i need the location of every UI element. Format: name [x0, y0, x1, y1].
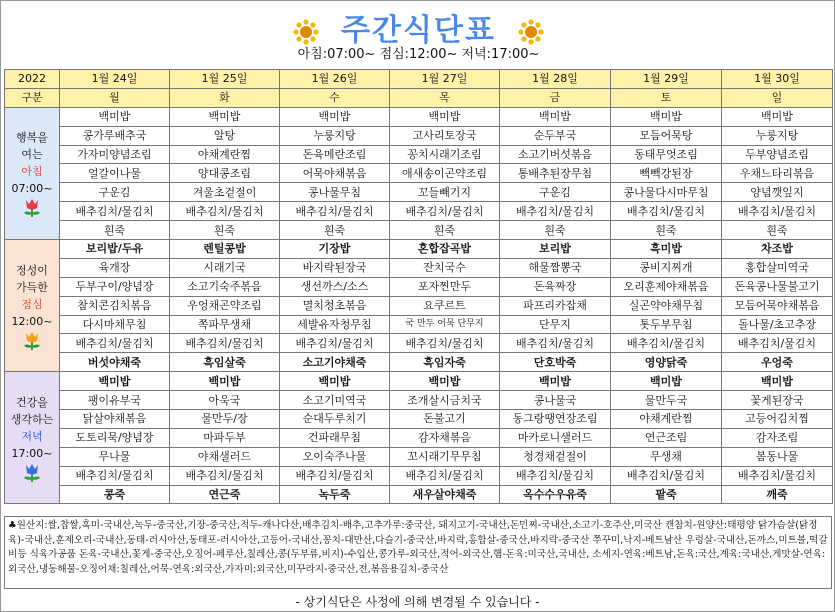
- menu-item: 파프리카잡채: [500, 296, 611, 315]
- footer-note: - 상기식단은 사정에 의해 변경될 수 있습니다 -: [295, 595, 540, 609]
- day-row: [5, 88, 833, 107]
- menu-item: 영양닭죽: [611, 353, 722, 372]
- menu-item: 모듬어묵탕: [611, 126, 722, 145]
- menu-item: 꼬시래기무무침: [390, 447, 500, 466]
- menu-item: 깨죽: [722, 485, 833, 504]
- label-line: 생각하는: [10, 412, 54, 426]
- day-cell: 수: [280, 88, 390, 107]
- menu-item: 도토리묵/양념장: [60, 428, 170, 447]
- menu-item: 시래기국: [170, 258, 280, 277]
- menu-item: 양념깻잎지: [722, 183, 833, 202]
- menu-item: 오이숙주나물: [280, 447, 390, 466]
- lunch-row: [5, 315, 833, 334]
- menu-item: 두부구이/양념장: [60, 277, 170, 296]
- day-cell: 목: [390, 88, 500, 107]
- lunch-row: [5, 334, 833, 353]
- menu-item: 버섯야채죽: [60, 353, 170, 372]
- gubun-cell: 구분: [5, 88, 60, 107]
- menu-item: 배추김치/물김치: [722, 202, 833, 221]
- menu-item: 꽁치시래기조림: [390, 145, 500, 164]
- menu-item: 혼합잡곡밥: [390, 240, 500, 259]
- lunch-label: [5, 240, 60, 372]
- year-cell: 2022: [5, 70, 60, 89]
- menu-item: 콩나물국: [500, 391, 611, 410]
- menu-item: 배추김치/물김치: [390, 202, 500, 221]
- menu-item: 알탕: [170, 126, 280, 145]
- flower-icon: [21, 464, 43, 482]
- menu-item: 백미밥: [60, 372, 170, 391]
- menu-item: 물만두국: [611, 391, 722, 410]
- menu-item: 두부양념조림: [722, 145, 833, 164]
- menu-item: 소고기버섯볶음: [500, 145, 611, 164]
- menu-item: 배추김치/물김치: [390, 334, 500, 353]
- menu-item: 구운김: [60, 183, 170, 202]
- menu-item: 참치콘김치볶음: [60, 296, 170, 315]
- menu-item: 아욱국: [170, 391, 280, 410]
- title-text: 주간식단표: [341, 13, 496, 48]
- menu-item: 우엉죽: [722, 353, 833, 372]
- menu-item: 흰죽: [60, 221, 170, 240]
- lunch-row: [5, 240, 833, 259]
- menu-table: [4, 69, 833, 504]
- menu-item: 보리밥/두유: [60, 240, 170, 259]
- menu-item: 흰죽: [722, 221, 833, 240]
- menu-item: 차조밥: [722, 240, 833, 259]
- dinner-row: [5, 428, 833, 447]
- menu-item: 야채계란찜: [611, 410, 722, 429]
- menu-item: 연근죽: [170, 485, 280, 504]
- menu-item: 배추김치/물김치: [611, 466, 722, 485]
- dinner-row: [5, 447, 833, 466]
- menu-item: 백미밥: [60, 107, 170, 126]
- menu-item: 쪽파무생채: [170, 315, 280, 334]
- menu-item: 잔치국수: [390, 258, 500, 277]
- menu-item: 꼬들빼기지: [390, 183, 500, 202]
- menu-item: 감자채볶음: [390, 428, 500, 447]
- day-cell: 금: [500, 88, 611, 107]
- breakfast-row: [5, 202, 833, 221]
- menu-item: 배추김치/물김치: [60, 334, 170, 353]
- label-line: 정성이: [16, 263, 48, 277]
- menu-item: 배추김치/물김치: [611, 202, 722, 221]
- menu-item: 요쿠르트: [390, 296, 500, 315]
- breakfast-row: [5, 126, 833, 145]
- breakfast-row: [5, 183, 833, 202]
- meal-time: 17:00~: [11, 446, 53, 460]
- breakfast-label: [5, 107, 60, 239]
- menu-item: 돈육콩나물불고기: [722, 277, 833, 296]
- menu-item: 모듬어묵야채볶음: [722, 296, 833, 315]
- date-cell: 1월 24일: [60, 70, 170, 89]
- dinner-row: [5, 466, 833, 485]
- menu-item: 돈불고기: [390, 410, 500, 429]
- menu-item: 우채느타리볶음: [722, 164, 833, 183]
- menu-item: 순대두루치기: [280, 410, 390, 429]
- menu-item: 흑임살죽: [170, 353, 280, 372]
- date-cell: 1월 26일: [280, 70, 390, 89]
- day-cell: 일: [722, 88, 833, 107]
- menu-item: 돈육짜장: [500, 277, 611, 296]
- date-cell: 1월 29일: [611, 70, 722, 89]
- day-cell: 월: [60, 88, 170, 107]
- menu-item: 동그랑땡연장조림: [500, 410, 611, 429]
- menu-item: 빽빽강된장: [611, 164, 722, 183]
- menu-item: 흰죽: [500, 221, 611, 240]
- menu-item: 배추김치/물김치: [60, 466, 170, 485]
- menu-item: 콩가루배추국: [60, 126, 170, 145]
- menu-item: 배추김치/물김치: [390, 466, 500, 485]
- menu-item: 국 만두 어묵 단무지: [390, 315, 500, 334]
- menu-item: 콩비지찌개: [611, 258, 722, 277]
- breakfast-row: [5, 221, 833, 240]
- menu-item: 봄동나물: [722, 447, 833, 466]
- menu-item: 바지락된장국: [280, 258, 390, 277]
- meal-times: 아침:07:00~ 점심:12:00~ 저녁:17:00~: [297, 47, 540, 62]
- menu-item: 애새송이곤약조림: [390, 164, 500, 183]
- date-cell: 1월 27일: [390, 70, 500, 89]
- breakfast-row: [5, 107, 833, 126]
- menu-item: 배추김치/물김치: [170, 334, 280, 353]
- menu-item: 소고기미역국: [280, 391, 390, 410]
- menu-item: 배추김치/물김치: [280, 466, 390, 485]
- menu-item: 흑임자죽: [390, 353, 500, 372]
- menu-item: 순두부국: [500, 126, 611, 145]
- menu-item: 배추김치/물김치: [500, 334, 611, 353]
- menu-item: 무나물: [60, 447, 170, 466]
- menu-item: 단호박죽: [500, 353, 611, 372]
- menu-item: 소고기숙주볶음: [170, 277, 280, 296]
- flower-icon: [21, 332, 43, 350]
- menu-item: 렌틸콩밥: [170, 240, 280, 259]
- menu-item: 배추김치/물김치: [611, 334, 722, 353]
- meal-time: 12:00~: [11, 314, 53, 328]
- menu-item: 돈육메란조림: [280, 145, 390, 164]
- menu-item: 배추김치/물김치: [60, 202, 170, 221]
- menu-item: 백미밥: [500, 107, 611, 126]
- dinner-row: [5, 372, 833, 391]
- menu-item: 흰죽: [611, 221, 722, 240]
- menu-item: 녹두죽: [280, 485, 390, 504]
- menu-item: 다시마채무침: [60, 315, 170, 334]
- menu-item: 고등어김치찜: [722, 410, 833, 429]
- menu-item: 팽이유부국: [60, 391, 170, 410]
- menu-item: 배추김치/물김치: [280, 334, 390, 353]
- menu-item: 겨울초겉절이: [170, 183, 280, 202]
- menu-item: 해물짬뽕국: [500, 258, 611, 277]
- meal-time: 07:00~: [11, 182, 53, 196]
- menu-item: 배추김치/물김치: [722, 466, 833, 485]
- label-line: 여는: [21, 148, 43, 162]
- menu-item: 포자찐만두: [390, 277, 500, 296]
- lunch-row: [5, 277, 833, 296]
- menu-item: 백미밥: [170, 372, 280, 391]
- menu-item: 마파두부: [170, 428, 280, 447]
- label-line: 행복을: [16, 131, 48, 145]
- label-line: 가득한: [16, 280, 48, 294]
- meal-name: 아침: [21, 165, 43, 179]
- lunch-row: [5, 258, 833, 277]
- menu-item: 배추김치/물김치: [722, 334, 833, 353]
- lunch-row: [5, 296, 833, 315]
- menu-item: 콩나물다시마무침: [611, 183, 722, 202]
- menu-item: 생선까스/소스: [280, 277, 390, 296]
- menu-item: 배추김치/물김치: [280, 202, 390, 221]
- breakfast-row: [5, 145, 833, 164]
- origin-notes: ♣원산지:쌀,찹쌀,흑미-국내산,녹두-중국산,기장-중국산,적두-캐나다산,배추김치-배추,고추가루:중국산, 돼지고기-국내산,돈민찌-국내산,소고기-호주산,미국산 캔참치-원양산:태평양 닭가슴살(닭정육)-국내산,훈제오리-국내산,동태-러시아산,동태포-러시아산,고등어-국내산,꽁치-대만산,다슬기-중국산,바지락,홍합살-중국산,바지락-중국산 쭈꾸미,낙지-베트남산 우렁살-국내산,돈까스,미트볼,떡갈비등 식육가공품 돈육-국내산,꽃게-중국산,오징어-페루산,칠레산,콩(두부류,비지)-수입산,콩가루-외국산,적어-외국산,햄-돈육:미국산,국내산, 소세지-연육:베트남,돈육:국산,계육:국내산,게맛살-연육:외국산,냉동해물-오징어채:칠레산,어묵-연육:외국산,가자미:외국산,미꾸라지-중국산,전,볶음용김치-중국산: [4, 516, 832, 589]
- menu-item: 감자조림: [722, 428, 833, 447]
- menu-item: 콩나물무침: [280, 183, 390, 202]
- menu-item: 배추김치/물김치: [170, 202, 280, 221]
- menu-item: 백미밥: [722, 372, 833, 391]
- menu-item: 야채샐러드: [170, 447, 280, 466]
- menu-item: 백미밥: [611, 107, 722, 126]
- menu-item: 백미밥: [390, 372, 500, 391]
- menu-item: 닭살야채볶음: [60, 410, 170, 429]
- menu-item: 실곤약야채무침: [611, 296, 722, 315]
- menu-item: 흰죽: [390, 221, 500, 240]
- menu-item: 조개살시금치국: [390, 391, 500, 410]
- dinner-row: [5, 391, 833, 410]
- menu-item: 홍합살미역국: [722, 258, 833, 277]
- meal-name: 저녁: [21, 429, 43, 443]
- menu-item: 세발유자청무침: [280, 315, 390, 334]
- menu-item: 흰죽: [280, 221, 390, 240]
- menu-item: 기장밥: [280, 240, 390, 259]
- menu-item: 콩죽: [60, 485, 170, 504]
- menu-item: 백미밥: [611, 372, 722, 391]
- date-cell: 1월 28일: [500, 70, 611, 89]
- dinner-label: [5, 372, 60, 504]
- menu-item: 배추김치/물김치: [170, 466, 280, 485]
- menu-item: 연근조림: [611, 428, 722, 447]
- label-line: 건강을: [16, 395, 48, 409]
- breakfast-row: [5, 164, 833, 183]
- menu-item: 새우살야채죽: [390, 485, 500, 504]
- menu-item: 무생채: [611, 447, 722, 466]
- day-cell: 화: [170, 88, 280, 107]
- menu-item: 어묵야채볶음: [280, 164, 390, 183]
- menu-item: 백미밥: [280, 372, 390, 391]
- day-cell: 토: [611, 88, 722, 107]
- menu-item: 얼갈이나물: [60, 164, 170, 183]
- menu-item: 우엉채곤약조림: [170, 296, 280, 315]
- menu-item: 팥죽: [611, 485, 722, 504]
- menu-item: 배추김치/물김치: [500, 202, 611, 221]
- menu-item: 물만두/장: [170, 410, 280, 429]
- sun-flower-icon: [518, 19, 544, 45]
- menu-item: 야채계란찜: [170, 145, 280, 164]
- menu-item: 구운김: [500, 183, 611, 202]
- meal-name: 점심: [21, 297, 43, 311]
- menu-item: 청경채겉절이: [500, 447, 611, 466]
- menu-item: 백미밥: [170, 107, 280, 126]
- menu-item: 꽃게된장국: [722, 391, 833, 410]
- menu-item: 흰죽: [170, 221, 280, 240]
- menu-item: 톳두부무침: [611, 315, 722, 334]
- menu-item: 마카로니샐러드: [500, 428, 611, 447]
- menu-item: 백미밥: [390, 107, 500, 126]
- menu-item: 흑미밥: [611, 240, 722, 259]
- menu-item: 누룽지탕: [280, 126, 390, 145]
- sun-flower-icon: [293, 19, 319, 45]
- menu-item: 소고기야채죽: [280, 353, 390, 372]
- menu-item: 통배추된장무침: [500, 164, 611, 183]
- menu-item: 멸치청초볶음: [280, 296, 390, 315]
- menu-item: 백미밥: [722, 107, 833, 126]
- flower-icon: [21, 199, 43, 217]
- menu-item: 고사리토장국: [390, 126, 500, 145]
- menu-item: 백미밥: [280, 107, 390, 126]
- menu-item: 오리훈제야채볶음: [611, 277, 722, 296]
- menu-item: 배추김치/물김치: [500, 466, 611, 485]
- menu-item: 옥수수우유죽: [500, 485, 611, 504]
- menu-item: 동태무엇조림: [611, 145, 722, 164]
- menu-item: 육개장: [60, 258, 170, 277]
- header: [1, 1, 835, 69]
- menu-item: 백미밥: [500, 372, 611, 391]
- date-cell: 1월 30일: [722, 70, 833, 89]
- menu-item: 가자미양념조림: [60, 145, 170, 164]
- menu-item: 돌나물/초고추장: [722, 315, 833, 334]
- dinner-row: [5, 485, 833, 504]
- menu-item: 보리밥: [500, 240, 611, 259]
- menu-item: 건파래무침: [280, 428, 390, 447]
- dinner-row: [5, 410, 833, 429]
- date-row: [5, 70, 833, 89]
- menu-item: 양대콩조림: [170, 164, 280, 183]
- date-cell: 1월 25일: [170, 70, 280, 89]
- menu-item: 단무지: [500, 315, 611, 334]
- menu-item: 누룽지탕: [722, 126, 833, 145]
- lunch-row: [5, 353, 833, 372]
